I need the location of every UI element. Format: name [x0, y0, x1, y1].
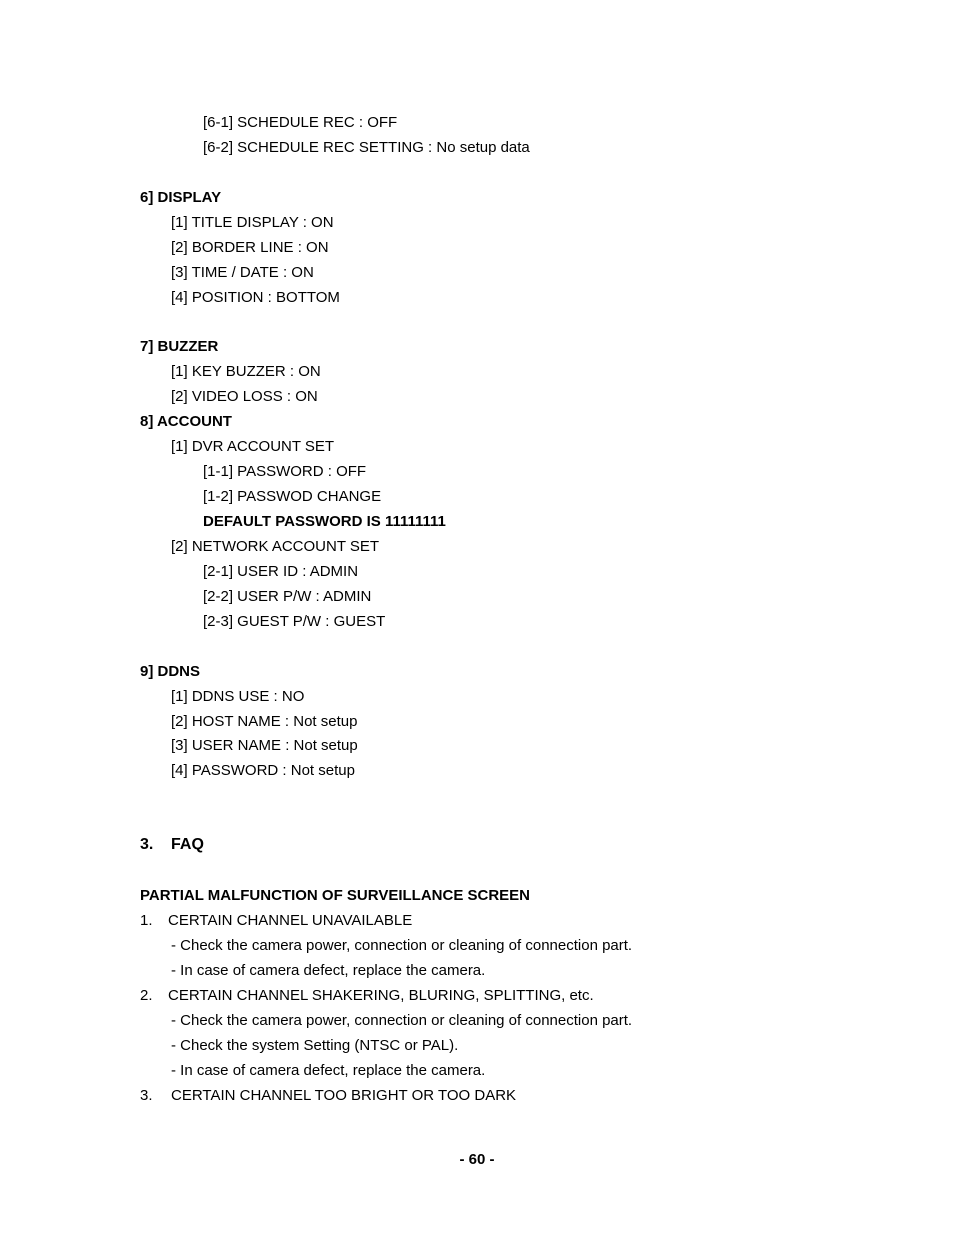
faq-section-heading — [140, 836, 204, 854]
faq-section-title: FAQ — [171, 836, 204, 853]
display-item: [1] TITLE DISPLAY : ON — [171, 214, 334, 231]
faq-subheading: PARTIAL MALFUNCTION OF SURVEILLANCE SCREEN — [140, 887, 531, 904]
ddns-item: [3] USER NAME : Not setup — [171, 737, 358, 754]
faq-entry-title — [140, 912, 413, 930]
network-account-item: [2-2] USER P/W : ADMIN — [203, 588, 372, 605]
account-heading: 8] ACCOUNT — [140, 413, 232, 430]
dvr-account-item: [1-1] PASSWORD : OFF — [203, 463, 367, 480]
buzzer-heading: 7] BUZZER — [140, 338, 219, 355]
ddns-heading: 9] DDNS — [140, 663, 201, 680]
dvr-account-set: [1] DVR ACCOUNT SET — [171, 438, 335, 455]
dvr-account-item: [1-2] PASSWOD CHANGE — [203, 488, 382, 505]
ddns-item: [2] HOST NAME : Not setup — [171, 713, 358, 730]
schedule-rec-setting: [6-2] SCHEDULE REC SETTING : No setup data — [203, 139, 530, 156]
faq-entry-number: 1. — [140, 912, 153, 929]
faq-entry-number: 3. — [140, 1087, 153, 1104]
schedule-rec: [6-1] SCHEDULE REC : OFF — [203, 114, 398, 131]
buzzer-item: [2] VIDEO LOSS : ON — [171, 388, 318, 405]
faq-note: - In case of camera defect, replace the camera. — [171, 962, 486, 979]
faq-entry-text: CERTAIN CHANNEL UNAVAILABLE — [168, 912, 413, 929]
network-account-set: [2] NETWORK ACCOUNT SET — [171, 538, 380, 555]
network-account-item: [2-1] USER ID : ADMIN — [203, 563, 359, 580]
default-password-note: DEFAULT PASSWORD IS 11111111 — [203, 513, 446, 530]
display-item: [3] TIME / DATE : ON — [171, 264, 314, 281]
faq-entry-title — [140, 1087, 517, 1105]
faq-entry-title — [140, 987, 594, 1005]
faq-note: - Check the camera power, connection or cleaning of connection part. — [171, 1012, 633, 1029]
page-number: - 60 - — [459, 1151, 495, 1168]
faq-entry-text: CERTAIN CHANNEL SHAKERING, BLURING, SPLITTING, etc. — [168, 987, 594, 1004]
faq-entry-number: 2. — [140, 987, 153, 1004]
ddns-item: [1] DDNS USE : NO — [171, 688, 305, 705]
ddns-item: [4] PASSWORD : Not setup — [171, 762, 355, 779]
faq-note: - Check the camera power, connection or cleaning of connection part. — [171, 937, 633, 954]
display-item: [2] BORDER LINE : ON — [171, 239, 329, 256]
faq-entry-text: CERTAIN CHANNEL TOO BRIGHT OR TOO DARK — [171, 1087, 517, 1104]
faq-section-number: 3. — [140, 836, 154, 853]
faq-note: - In case of camera defect, replace the camera. — [171, 1062, 486, 1079]
network-account-item: [2-3] GUEST P/W : GUEST — [203, 613, 386, 630]
buzzer-item: [1] KEY BUZZER : ON — [171, 363, 321, 380]
display-heading: 6] DISPLAY — [140, 189, 222, 206]
faq-note: - Check the system Setting (NTSC or PAL). — [171, 1037, 459, 1054]
display-item: [4] POSITION : BOTTOM — [171, 289, 340, 306]
